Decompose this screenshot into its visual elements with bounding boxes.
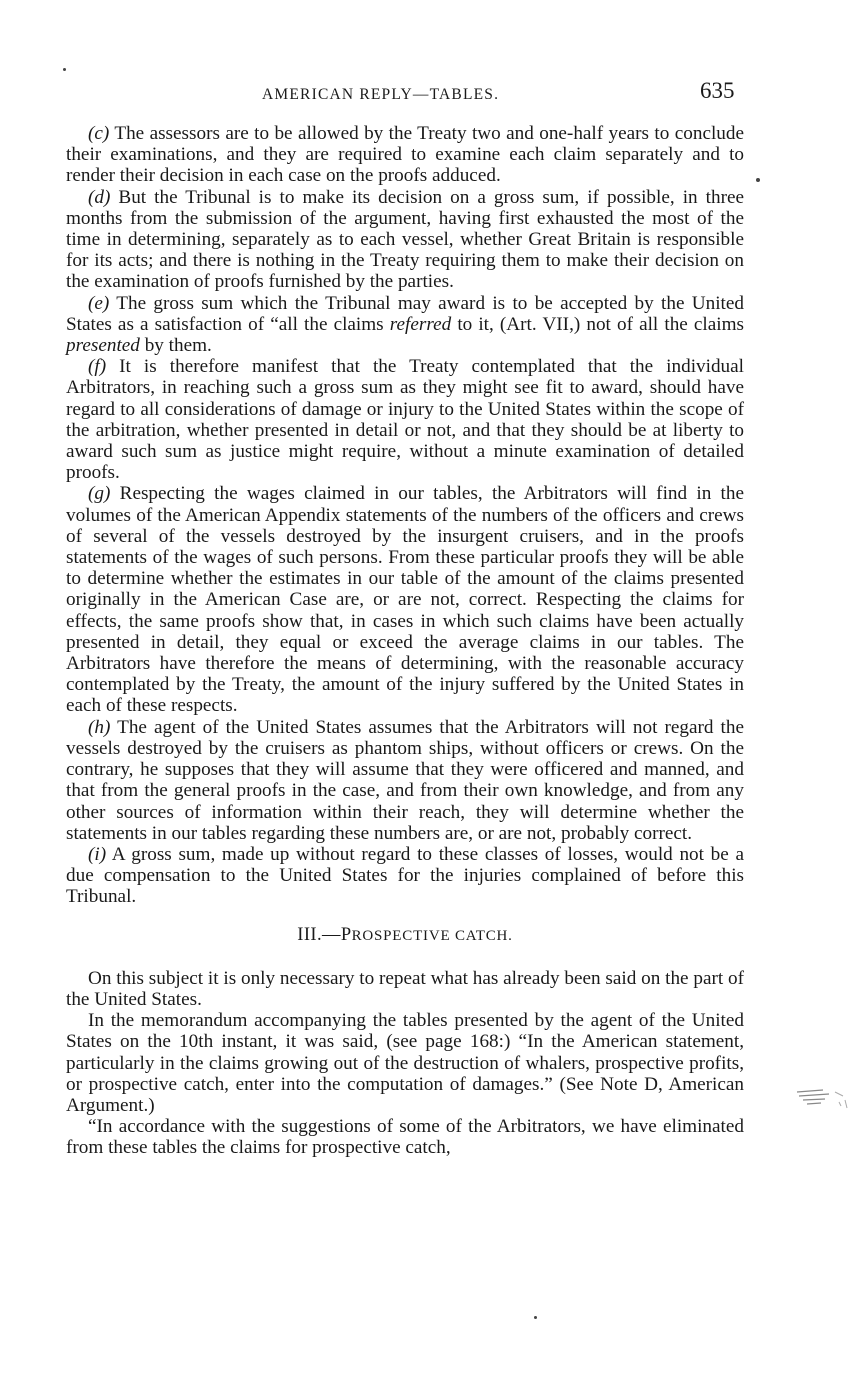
paragraph-marker: (h) (88, 716, 111, 738)
paragraph-text: to it, (Art. VII,) not of all the claims (451, 313, 744, 335)
paragraph-marker: (i) (88, 843, 107, 865)
section-paragraph-2: In the memorandum accompanying the tables presented by the agent of the United States on the 10th instant, it was said, (see page 168:) “In the American statement, particularly in the claims growing out of the destruction of whalers, prospective profits, or prospective catch, enter into the computation of damages.” (See Note D, American Argument.) (66, 1010, 744, 1116)
paragraph-text: by them. (139, 335, 212, 357)
paragraph-f (66, 356, 744, 483)
emphasis-referred: referred (389, 313, 452, 335)
paragraph-h (66, 717, 744, 844)
running-title: AMERICAN REPLY—TABLES. (262, 86, 500, 103)
paragraph-text: The assessors are to be allowed by the Treaty two and one-half years to conclude their examinations, and they are required to examine each claim separately and to render their decision in each case on the proofs adduced. (66, 123, 744, 187)
scan-speck (63, 68, 66, 71)
section-heading-numeral: III.—P (297, 924, 352, 945)
paragraph-d (66, 187, 744, 293)
section-heading (66, 925, 744, 947)
running-head (0, 78, 863, 108)
paragraph-g (66, 483, 744, 716)
section-paragraph-1: On this subject it is only necessary to repeat what has already been said on the part of the United States. (66, 967, 744, 1010)
paragraph-text: The gross sum which the Tribunal may award is to be accepted by the United States as a satisfaction of “all the claims (66, 292, 744, 335)
paragraph-marker: (g) (88, 483, 111, 505)
paragraph-text: Respecting the wages claimed in our tables, the Arbitrators will find in the volumes of the American Appendix statements of the numbers of the officers and crews of several of the vessels destroyed by the insurgent cruisers, and in the proofs statements of the wages of such persons. From these particular proofs they will be able to determine whether the estimates in our table of the amount of the claims presented originally in the American Case are, or are not, correct. Respecting the claims for effects, the same proofs show that, in cases in which such claims have been actually presented in detail, they equal or exceed the average claims in our tables. The Arbitrators have therefore the means of determining, with the reasonable accuracy contemplated by the Treaty, the amount of the injury suffered by the United States in each of these respects. (66, 483, 744, 717)
paragraph-marker: (e) (88, 292, 110, 314)
paragraph-e (66, 293, 744, 357)
paragraph-i (66, 844, 744, 908)
paragraph-text: A gross sum, made up without regard to these classes of losses, would not be a due compensation to the United States for the injuries complained of before this Tribunal. (66, 843, 744, 908)
body-text (66, 123, 744, 1159)
section-paragraph-3: “In accordance with the suggestions of some of the Arbitrators, we have eliminated from these tables the claims for prospective catch, (66, 1116, 744, 1159)
scan-speck (756, 178, 760, 182)
paragraph-marker: (f) (88, 356, 107, 378)
paragraph-c (66, 123, 744, 187)
emphasis-presented: presented (66, 335, 140, 357)
page-number: 635 (700, 78, 735, 103)
paragraph-text: The agent of the United States assumes that the Arbitrators will not regard the vessels destroyed by the cruisers as phantom ships, without officers or crews. On the contrary, he supposes that they will assume that they were officered and manned, and that from the general proofs in the case, and from their own knowledge, and from any other sources of information within their reach, they will determine whether the statements in our tables regarding these numbers are, or are not, probably correct. (66, 716, 744, 844)
paragraph-marker: (d) (88, 186, 111, 208)
scan-speck (534, 1316, 537, 1319)
paragraph-text: It is therefore manifest that the Treaty contemplated that the individual Arbitrators, in reaching such a gross sum as they might see fit to award, should have regard to all considerations of damage or injury to the United States within the scope of the arbitration, whether presented in detail or not, and that they should be at liberty to award such sum as justice might require, without a minute examination of detailed proofs. (66, 356, 744, 484)
paragraph-text: But the Tribunal is to make its decision on a gross sum, if possible, in three months from the submission of the argument, having first exhausted the most of the time in determining, separately as to each vessel, whether Great Britain is responsible for its acts; and there is nothing in the Treaty requiring them to make their decision on the examination of proofs furnished by the parties. (66, 186, 744, 293)
paragraph-marker: (c) (88, 123, 110, 144)
scan-smudge (795, 1082, 863, 1114)
section-heading-small-caps: ROSPECTIVE CATCH. (351, 927, 513, 944)
